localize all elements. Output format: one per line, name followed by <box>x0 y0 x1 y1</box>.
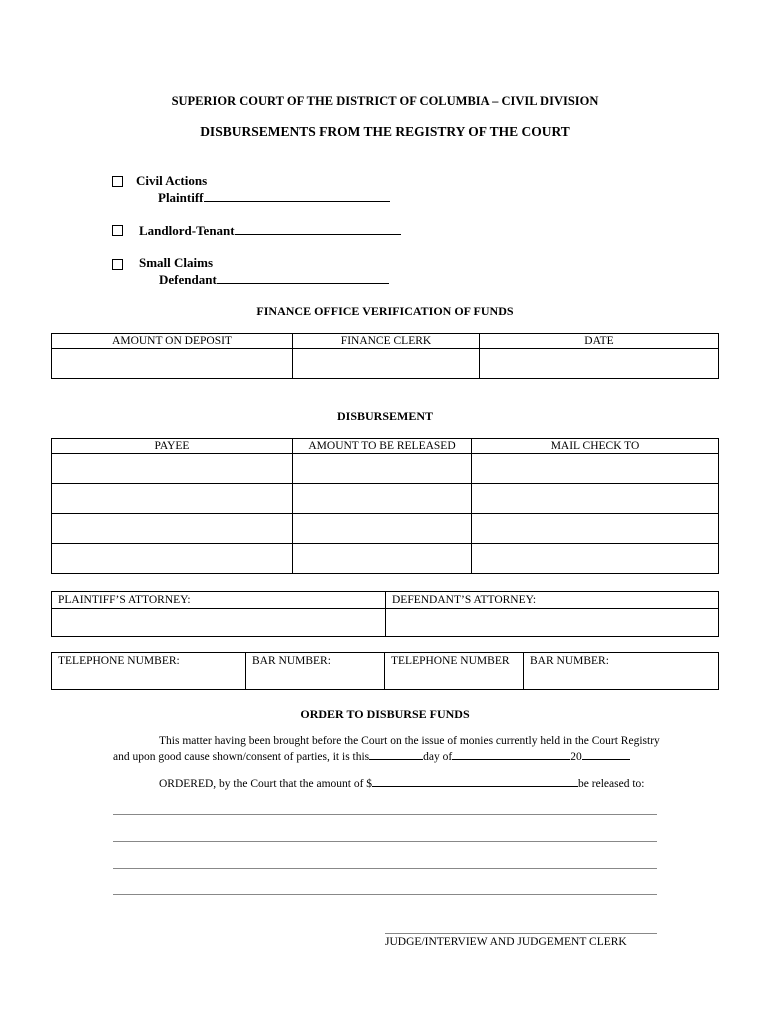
mail-check-cell[interactable] <box>472 544 719 574</box>
defendant-bar-number-cell[interactable]: BAR NUMBER: <box>524 653 719 690</box>
table-row <box>52 544 719 574</box>
court-name: SUPERIOR COURT OF THE DISTRICT OF COLUMBIA – CIVIL DIVISION <box>171 94 599 108</box>
mail-check-header: MAIL CHECK TO <box>472 439 719 454</box>
amount-cell[interactable] <box>293 484 472 514</box>
amount-cell[interactable] <box>293 454 472 484</box>
finance-clerk-header: FINANCE CLERK <box>293 334 480 349</box>
finance-clerk-cell[interactable] <box>293 349 480 379</box>
plaintiff-field <box>158 189 390 206</box>
ordered-line <box>159 776 644 790</box>
mail-check-cell[interactable] <box>472 484 719 514</box>
defendant-input-line[interactable] <box>217 271 389 284</box>
attorneys-table <box>51 591 719 637</box>
amount-cell[interactable] <box>293 514 472 544</box>
year-input-line[interactable] <box>582 749 630 760</box>
order-text-line1: This matter having been brought before the Court on the issue of monies currently held in the Court Registry <box>159 735 660 747</box>
payee-cell[interactable] <box>52 454 293 484</box>
order-heading: ORDER TO DISBURSE FUNDS <box>300 707 470 721</box>
payee-cell[interactable] <box>52 544 293 574</box>
small-claims-checkbox[interactable] <box>112 259 123 270</box>
plaintiff-attorney-header: PLAINTIFF’S ATTORNEY: <box>52 592 386 609</box>
landlord-tenant-label: Landlord-Tenant <box>139 223 235 238</box>
form-title: DISBURSEMENTS FROM THE REGISTRY OF THE COURT <box>200 124 570 139</box>
finance-table <box>51 333 719 379</box>
amount-cell[interactable] <box>293 544 472 574</box>
defendant-attorney-header: DEFENDANT’S ATTORNEY: <box>386 592 719 609</box>
day-input-line[interactable] <box>369 749 423 760</box>
plaintiff-telephone-cell[interactable]: TELEPHONE NUMBER: <box>52 653 246 690</box>
finance-heading: FINANCE OFFICE VERIFICATION OF FUNDS <box>256 304 514 318</box>
amount-on-deposit-header: AMOUNT ON DEPOSIT <box>52 334 293 349</box>
landlord-tenant-checkbox[interactable] <box>112 225 123 236</box>
payee-header: PAYEE <box>52 439 293 454</box>
table-row <box>52 454 719 484</box>
plaintiff-attorney-cell[interactable] <box>52 609 386 637</box>
payee-cell[interactable] <box>52 484 293 514</box>
date-cell[interactable] <box>480 349 719 379</box>
landlord-tenant-field <box>139 222 401 239</box>
signature-label: JUDGE/INTERVIEW AND JUDGEMENT CLERK <box>385 936 627 948</box>
amount-on-deposit-cell[interactable] <box>52 349 293 379</box>
mail-check-cell[interactable] <box>472 514 719 544</box>
landlord-tenant-input-line[interactable] <box>235 222 401 235</box>
release-to-line[interactable] <box>113 894 657 895</box>
signature-line[interactable] <box>385 933 657 934</box>
amount-input-line[interactable] <box>372 776 578 787</box>
disbursement-heading: DISBURSEMENT <box>336 409 434 423</box>
civil-actions-label: Civil Actions <box>136 173 208 188</box>
payee-cell[interactable] <box>52 514 293 544</box>
order-line2-year: 20 <box>570 751 582 763</box>
small-claims-label: Small Claims <box>139 255 214 270</box>
date-header: DATE <box>480 334 719 349</box>
attorney-contact-table <box>51 652 719 690</box>
ordered-prefix: ORDERED, by the Court that the amount of $ <box>159 778 373 790</box>
order-line2-prefix: and upon good cause shown/consent of parties, it is this <box>113 751 370 763</box>
order-text-line2 <box>113 749 630 763</box>
defendant-field <box>159 271 389 288</box>
plaintiff-label: Plaintiff <box>158 190 204 205</box>
table-row <box>52 484 719 514</box>
month-input-line[interactable] <box>452 749 570 760</box>
defendant-label: Defendant <box>159 272 217 287</box>
table-row <box>52 514 719 544</box>
defendant-attorney-cell[interactable] <box>386 609 719 637</box>
order-line2-dayof: day of <box>423 751 453 763</box>
disbursement-table <box>51 438 719 574</box>
civil-actions-checkbox[interactable] <box>112 176 123 187</box>
release-to-line[interactable] <box>113 868 657 869</box>
plaintiff-bar-number-cell[interactable]: BAR NUMBER: <box>246 653 385 690</box>
amount-released-header: AMOUNT TO BE RELEASED <box>293 439 472 454</box>
release-to-line[interactable] <box>113 814 657 815</box>
plaintiff-input-line[interactable] <box>204 189 390 202</box>
defendant-telephone-cell[interactable]: TELEPHONE NUMBER <box>385 653 524 690</box>
ordered-suffix: be released to: <box>578 778 645 790</box>
mail-check-cell[interactable] <box>472 454 719 484</box>
release-to-line[interactable] <box>113 841 657 842</box>
